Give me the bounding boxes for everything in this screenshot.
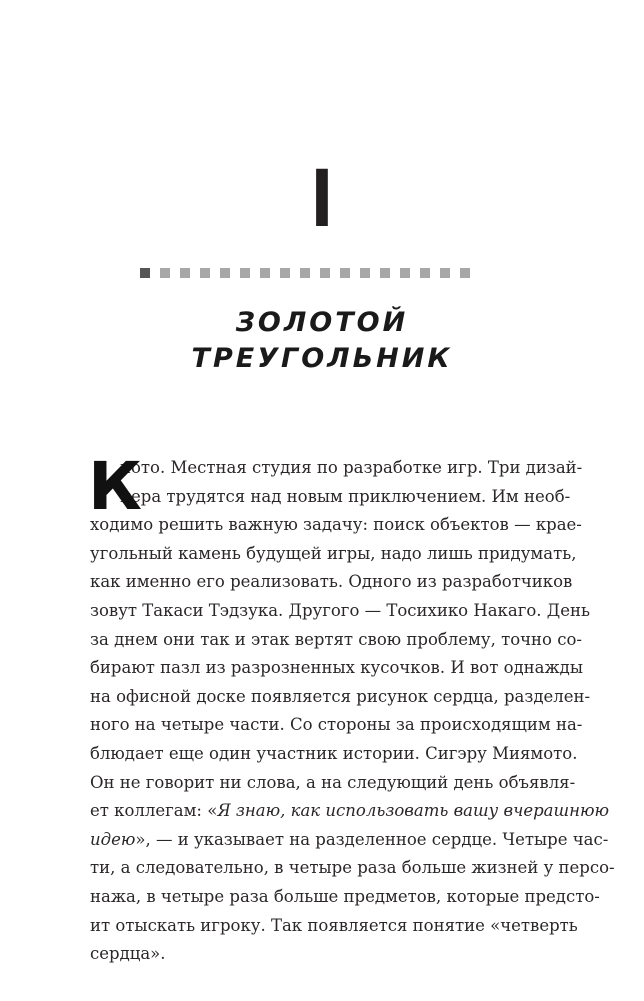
divider-square [280,268,290,278]
divider-square [380,268,390,278]
text-segment: », — и указывает на разделенное сердце. Четыре час- [135,829,609,849]
chapter-numeral: I [310,155,334,245]
text-line: зовут Такаси Тэдзука. Другого — Тосихико Накаго. День [90,600,590,620]
text-line: нера трудятся над новым приключением. Им необ- [120,486,571,506]
divider-square [260,268,270,278]
divider-square [180,268,190,278]
text-line: ного на четыре части. Со стороны за происходящим на- [90,715,583,735]
text-line: блюдает еще один участник истории. Сигэру Миямото. [90,743,578,763]
divider-square [320,268,330,278]
text-line [90,797,610,826]
text-line: за днем они так и этак вертят свою проблему, точно со- [90,629,582,649]
text-line: сердца». [90,944,166,964]
quote-italic: идею [90,829,136,849]
text-line: Он не говорит ни слова, а на следующий день объявля- [90,772,576,792]
chapter-divider [140,268,470,278]
divider-square [400,268,410,278]
body-text [88,448,615,969]
quote-italic: Я знаю, как использовать вашу вчерашнюю [217,801,610,821]
divider-square [200,268,210,278]
divider-square [220,268,230,278]
text-line: нажа, в четыре раза больше предметов, которые предсто- [90,886,600,906]
text-line: как именно его реализовать. Одного из разработчиков [90,572,573,592]
text-line: ит отыскать игроку. Так появляется понятие «четверть [90,915,578,935]
divider-square [460,268,470,278]
drop-cap: К [88,448,142,525]
text-line: ти, а следовательно, в четыре раза больше жизней у персо- [90,858,615,878]
divider-square [360,268,370,278]
text-line: иото. Местная студия по разработке игр. Три дизай- [120,458,583,477]
divider-square [440,268,450,278]
text-segment: ет коллегам: « [90,801,218,821]
text-line: ходимо решить важную задачу: поиск объектов — крае- [90,515,582,535]
divider-square [340,268,350,278]
text-line: бирают пазл из разрозненных кусочков. И вот однажды [90,658,583,678]
chapter-title-line-1: ЗОЛОТОЙ [235,307,409,338]
divider-square [420,268,430,278]
divider-square [240,268,250,278]
divider-square [300,268,310,278]
text-line [90,826,609,855]
chapter-title [0,305,644,377]
divider-square [160,268,170,278]
text-line: угольный камень будущей игры, надо лишь придумать, [90,543,577,563]
text-line: на офисной доске появляется рисунок сердца, разделен- [90,686,591,706]
chapter-title-line-2: ТРЕУГОЛЬНИК [191,343,453,374]
divider-square [140,268,150,278]
